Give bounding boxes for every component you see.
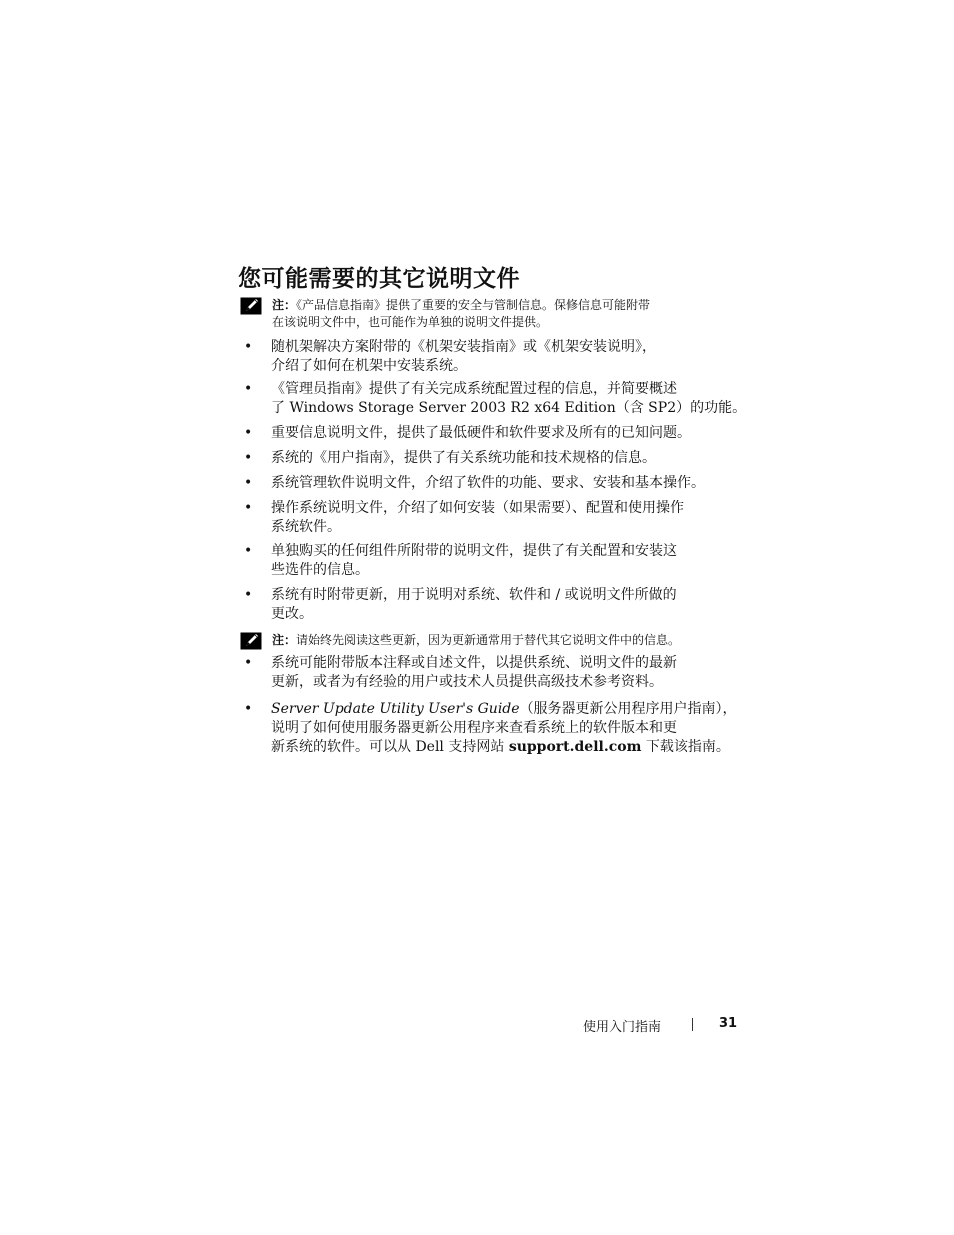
note-label: 注： (272, 633, 297, 647)
bullet-dot: • (244, 339, 253, 355)
bullet-text: 单独购买的任何组件所附带的说明文件，提供了有关配置和安装这 (271, 543, 677, 559)
note-pencil-icon (240, 297, 262, 315)
note-text-line2: 在该说明文件中，也可能作为单独的说明文件提供。 (272, 315, 549, 329)
bullet-text: 系统的《用户指南》，提供了有关系统功能和技术规格的信息。 (271, 450, 656, 466)
note-text-line1: 《产品信息指南》提供了重要的安全与管制信息。保修信息可能附带 (296, 298, 651, 312)
bullet-text: 新系统的软件。可以从 Dell 支持网站 (271, 739, 509, 755)
page-number: 31 (719, 1016, 738, 1031)
bullet-dot: • (244, 701, 253, 717)
support-link[interactable]: support.dell.com (508, 739, 642, 755)
bullet-text: 随机架解决方案附带的《机架安装指南》或《机架安装说明》， (271, 339, 656, 355)
note-text: 请始终先阅读这些更新，因为更新通常用于替代其它说明文件中的信息。 (296, 633, 681, 647)
bullet-text: 了 Windows Storage Server 2003 R2 x64 Edition（含 SP2）的功能。 (271, 400, 747, 416)
bullet-text: 下载该指南。 (641, 739, 730, 755)
bullet-text: 系统可能附带版本注释或自述文件，以提供系统、说明文件的最新 (271, 655, 677, 671)
bullet-text: 些选件的信息。 (271, 562, 369, 578)
bullet-dot: • (244, 425, 253, 441)
footer-separator (692, 1018, 693, 1031)
bullet-text: 系统管理软件说明文件，介绍了软件的功能、要求、安装和基本操作。 (271, 475, 705, 491)
bullet-text: 系统软件。 (271, 519, 341, 535)
guide-title: Server Update Utility User's Guide (271, 701, 520, 717)
page-title: 您可能需要的其它说明文件 (238, 266, 520, 292)
bullet-text: 介绍了如何在机架中安装系统。 (271, 358, 467, 374)
bullet-dot: • (244, 381, 253, 397)
bullet-text: 更改。 (271, 606, 313, 622)
bullet-dot: • (244, 500, 253, 516)
bullet-dot: • (244, 587, 253, 603)
note-pencil-icon (240, 632, 262, 650)
bullet-dot: • (244, 475, 253, 491)
bullet-text: （服务器更新公用程序用户指南）， (519, 701, 737, 717)
bullet-text: 系统有时附带更新，用于说明对系统、软件和 / 或说明文件所做的 (271, 587, 677, 603)
bullet-text: 说明了如何使用服务器更新公用程序来查看系统上的软件版本和更 (271, 720, 677, 736)
note-label: 注： (272, 298, 297, 312)
footer-section-title: 使用入门指南 (583, 1020, 662, 1035)
bullet-dot: • (244, 655, 253, 671)
bullet-dot: • (244, 543, 253, 559)
bullet-text: 重要信息说明文件，提供了最低硬件和软件要求及所有的已知问题。 (271, 425, 691, 441)
bullet-text: 更新，或者为有经验的用户或技术人员提供高级技术参考资料。 (271, 674, 663, 690)
bullet-text: 《管理员指南》提供了有关完成系统配置过程的信息，并简要概述 (271, 381, 677, 397)
bullet-text: 操作系统说明文件，介绍了如何安装（如果需要）、配置和使用操作 (271, 500, 684, 516)
bullet-dot: • (244, 450, 253, 466)
